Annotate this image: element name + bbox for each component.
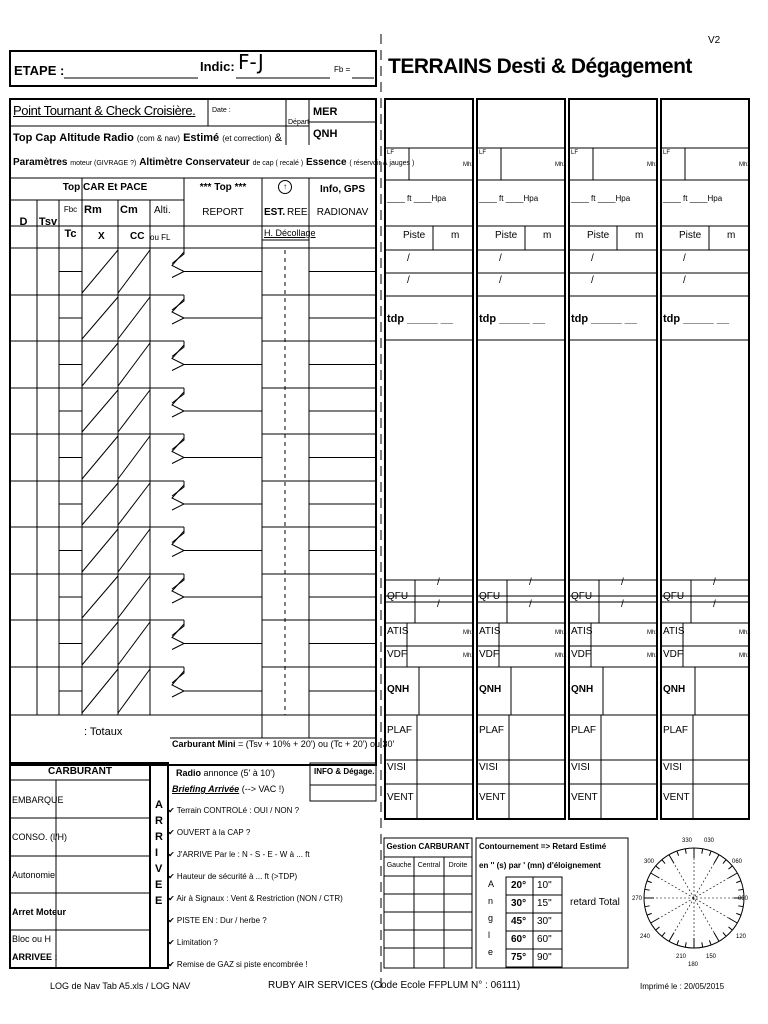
- terrain-4-qnh: QNH: [663, 684, 686, 695]
- radio-annonce: Radio annonce (5' à 10'): [176, 768, 276, 778]
- col-d: D: [19, 216, 28, 228]
- retard-value: 10": [537, 880, 552, 891]
- col-cm: Cm: [120, 204, 138, 216]
- contournement-line2: en '' (s) par ' (mn) d'éloignement: [479, 861, 601, 870]
- compass-label: 030: [704, 838, 715, 844]
- carburant-title: CARBURANT: [48, 766, 112, 777]
- arrivee-check-item: ✔ Hauteur de sécurité à ... ft (>TDP): [168, 872, 298, 881]
- terrain-4-qfu: QFU: [663, 591, 685, 602]
- arrivee-vertical-letter: E: [155, 895, 163, 907]
- terrain-4-ft-hpa: ____ ft ____Hpa: [663, 194, 723, 203]
- retard-total-label: retard Total: [570, 897, 620, 908]
- terrain-4-visi: VISI: [663, 762, 682, 773]
- terrain-4-tdp: tdp _____ __: [663, 313, 730, 325]
- terrain-2-atis: ATIS: [479, 626, 501, 637]
- retard-value: 15": [537, 898, 552, 909]
- totaux-label: : Totaux: [84, 726, 123, 738]
- compass-label: 270: [632, 896, 643, 902]
- terrain-3-lf: LF: [571, 150, 579, 156]
- terrain-1-piste: Piste: [403, 230, 426, 241]
- mer-label: MER: [313, 106, 338, 118]
- terrain-3-piste-m: m: [635, 230, 644, 241]
- col-tc: Tc: [64, 228, 77, 240]
- gestion-col-central: Central: [417, 862, 441, 869]
- arrivee-check-item: ✔ Remise de GAZ si piste encombrée !: [168, 960, 308, 969]
- col-ree: REE.: [287, 207, 311, 218]
- terrain-1-lf: LF: [387, 150, 395, 156]
- version-label: V2: [708, 35, 721, 46]
- col-top-stars: *** Top ***: [199, 182, 247, 193]
- arrivee-check-item: ✔ Terrain CONTROLé : OUI / NON ?: [168, 806, 300, 815]
- briefing-arrivee: Briefing Arrivée (--> VAC !): [172, 784, 285, 794]
- radionav-header: RADIONAV: [316, 207, 369, 218]
- terrain-1-atis-mhz: Mhz: [463, 630, 475, 636]
- depart-label: Départ: [288, 119, 310, 126]
- h-decollage-label: H. Décollage: [264, 228, 316, 238]
- terrain-2-tdp: tdp _____ __: [479, 313, 546, 325]
- terrain-4-vdf: VDF: [663, 649, 683, 660]
- gestion-title: Gestion CARBURANT: [386, 842, 470, 851]
- compass-label: 330: [682, 838, 693, 844]
- terrain-3-tdp: tdp _____ __: [571, 313, 638, 325]
- terrain-4-piste-m: m: [727, 230, 736, 241]
- terrain-2-qnh: QNH: [479, 684, 502, 695]
- terrain-4-mhz: Mhz: [739, 162, 751, 168]
- fb-label: Fb =: [334, 65, 351, 74]
- qnh-label-left: QNH: [313, 128, 338, 140]
- point-tournant-title: Point Tournant & Check Croisière.: [13, 103, 196, 118]
- terrain-3-visi: VISI: [571, 762, 590, 773]
- terrain-4-atis-mhz: Mhz: [739, 630, 751, 636]
- etape-field[interactable]: [64, 58, 198, 80]
- terrain-2-qfu-slash-1: /: [529, 577, 532, 588]
- terrain-1-vdf-mhz: Mhz: [463, 653, 475, 659]
- col-tsv: Tsv: [38, 216, 58, 228]
- terrain-3-atis: ATIS: [571, 626, 593, 637]
- terrain-3-slash-2: /: [591, 275, 594, 286]
- arrivee-check-item: ✔ J'ARRIVE Par le : N - S - E - W à ... ft: [168, 850, 310, 859]
- terrains-title: TERRAINS Desti & Dégagement: [388, 55, 692, 78]
- terrain-1-atis: ATIS: [387, 626, 409, 637]
- compass-label: 240: [640, 934, 651, 940]
- terrain-4-qfu-slash-1: /: [713, 577, 716, 588]
- arrivee-vertical-letter: R: [155, 815, 163, 827]
- col-cc: CC: [130, 231, 145, 242]
- carb-row-autonomie: Autonomie: [12, 870, 56, 880]
- arrivee-vertical-letter: E: [155, 879, 163, 891]
- terrain-1-vdf: VDF: [387, 649, 407, 660]
- etape-label: ETAPE :: [14, 63, 65, 78]
- terrain-1-ft-hpa: ____ ft ____Hpa: [387, 194, 447, 203]
- terrain-3-vent: VENT: [571, 792, 598, 803]
- check-line-1: Top Cap Altitude Radio (com & nav) Estimé (et correction) &: [13, 132, 282, 144]
- terrain-1-qfu-slash-1: /: [437, 577, 440, 588]
- arrivee-check-item: ✔ Air à Signaux : Vent & Restriction (NON / CTR): [168, 894, 343, 903]
- arrivee-vertical-letter: A: [155, 799, 163, 811]
- terrain-2-piste: Piste: [495, 230, 518, 241]
- terrain-3-qfu-slash-2: /: [621, 599, 624, 610]
- col-report: REPORT: [202, 207, 244, 218]
- compass-label: 180: [688, 962, 699, 968]
- terrain-2-vent: VENT: [479, 792, 506, 803]
- terrain-1-vent: VENT: [387, 792, 414, 803]
- terrain-4-slash-1: /: [683, 253, 686, 264]
- arrivee-vertical-letter: V: [155, 863, 163, 875]
- date-label: Date :: [212, 107, 231, 114]
- terrain-1-qfu-slash-2: /: [437, 599, 440, 610]
- terrain-2-mhz: Mhz: [555, 162, 567, 168]
- terrain-2-qfu-slash-2: /: [529, 599, 532, 610]
- retard-value: 30": [537, 916, 552, 927]
- terrain-1-slash-2: /: [407, 275, 410, 286]
- contournement-line1: Contournement => Retard Estimé: [479, 842, 607, 851]
- carb-row-bloc: Bloc ou H: [12, 934, 52, 944]
- angle-value: 30°: [511, 898, 527, 909]
- clock-icon: ↑: [278, 180, 292, 194]
- carb-row-arrivee: ARRIVEE :: [12, 952, 58, 962]
- terrain-3-slash-1: /: [591, 253, 594, 264]
- terrain-4-vent: VENT: [663, 792, 690, 803]
- col-x: X: [98, 231, 105, 242]
- compass-label: 210: [676, 954, 687, 960]
- angle-value: 75°: [511, 952, 527, 963]
- terrain-1-slash-1: /: [407, 253, 410, 264]
- indic-label: Indic:: [200, 59, 235, 74]
- terrain-4-piste: Piste: [679, 230, 702, 241]
- terrain-3-qfu-slash-1: /: [621, 577, 624, 588]
- arrivee-vertical-letter: I: [155, 847, 159, 859]
- terrain-3-mhz: Mhz: [647, 162, 659, 168]
- carb-row-embarque: EMBARQUE: [12, 795, 64, 805]
- arrivee-check-item: ✔ PISTE EN : Dur / herbe ?: [168, 916, 267, 925]
- top-car-pace-header: Top CAR Et PACE: [62, 182, 148, 193]
- indic-value[interactable]: F-J: [238, 50, 264, 74]
- retard-value: 60": [537, 934, 552, 945]
- terrain-4-atis: ATIS: [663, 626, 685, 637]
- footer-left: LOG de Nav Tab A5.xls / LOG NAV: [50, 981, 191, 991]
- compass-label: 060: [732, 859, 743, 865]
- terrain-2-visi: VISI: [479, 762, 498, 773]
- footer-right: Imprimé le : 20/05/2015: [640, 982, 725, 991]
- terrain-1-tdp: tdp _____ __: [387, 313, 454, 325]
- terrain-4-plaf: PLAF: [663, 725, 689, 736]
- terrain-2-piste-m: m: [543, 230, 552, 241]
- terrain-4-lf: LF: [663, 150, 671, 156]
- arrivee-vertical-letter: R: [155, 831, 163, 843]
- log-table-frame: [10, 99, 376, 765]
- terrain-1-qnh: QNH: [387, 684, 410, 695]
- terrain-3-qfu: QFU: [571, 591, 593, 602]
- carb-row-arret-moteur: Arret Moteur: [12, 907, 67, 917]
- terrain-2-ft-hpa: ____ ft ____Hpa: [479, 194, 539, 203]
- col-ou-fl: ou FL: [150, 233, 171, 242]
- terrain-2-slash-2: /: [499, 275, 502, 286]
- info-degage-label: INFO & Dégage.: [314, 767, 375, 776]
- col-rm: Rm: [84, 204, 102, 216]
- angle-letter: g: [488, 913, 494, 923]
- compass-label: 090: [738, 896, 749, 902]
- terrain-1-mhz: Mhz: [463, 162, 475, 168]
- terrain-4-slash-2: /: [683, 275, 686, 286]
- arrivee-check-item: ✔ Limitation ?: [168, 938, 218, 947]
- terrain-3-atis-mhz: Mhz: [647, 630, 659, 636]
- carburant-mini-line: Carburant Mini = (Tsv + 10% + 20') ou (Tc + 20') ou 30': [172, 739, 395, 749]
- angle-value: 20°: [511, 880, 527, 891]
- terrain-2-atis-mhz: Mhz: [555, 630, 567, 636]
- terrain-2-slash-1: /: [499, 253, 502, 264]
- terrain-3-piste: Piste: [587, 230, 610, 241]
- angle-value: 45°: [511, 916, 527, 927]
- terrain-2-qfu: QFU: [479, 591, 501, 602]
- footer-center: RUBY AIR SERVICES (Code Ecole FFPLUM N° : 06111): [268, 980, 521, 991]
- compass-label: 120: [736, 934, 747, 940]
- angle-value: 60°: [511, 934, 527, 945]
- terrain-3-qnh: QNH: [571, 684, 594, 695]
- retard-value: 90": [537, 952, 552, 963]
- terrain-4-vdf-mhz: Mhz: [739, 653, 751, 659]
- angle-letter: n: [488, 896, 494, 906]
- check-line-2: Paramètres moteur (GIVRAGE ?) Altimètre Conservateur de cap ( recalé ) Essence ( réservoir & jauges ): [13, 157, 415, 168]
- compass-label: 150: [706, 954, 717, 960]
- terrain-2-plaf: PLAF: [479, 725, 505, 736]
- angle-letter: l: [488, 930, 490, 940]
- gestion-col-gauche: Gauche: [386, 862, 412, 869]
- angle-letter: e: [488, 947, 494, 957]
- terrain-3-vdf-mhz: Mhz: [647, 653, 659, 659]
- terrain-3-vdf: VDF: [571, 649, 591, 660]
- terrain-3-ft-hpa: ____ ft ____Hpa: [571, 194, 631, 203]
- terrain-1-qfu: QFU: [387, 591, 409, 602]
- terrain-1-plaf: PLAF: [387, 725, 413, 736]
- info-gps-header: Info, GPS: [320, 184, 365, 195]
- carb-row-conso: CONSO. (l/H): [12, 832, 67, 842]
- terrain-1-visi: VISI: [387, 762, 406, 773]
- col-fbc: Fbc: [63, 205, 78, 214]
- gestion-col-droite: Droite: [448, 862, 468, 869]
- compass-label: 300: [644, 859, 655, 865]
- arrivee-check-item: ✔ OUVERT à la CAP ?: [168, 828, 251, 837]
- col-alti: Alti.: [154, 205, 171, 216]
- angle-letter: A: [488, 879, 495, 889]
- terrain-4-qfu-slash-2: /: [713, 599, 716, 610]
- terrain-2-vdf-mhz: Mhz: [555, 653, 567, 659]
- terrain-2-lf: LF: [479, 150, 487, 156]
- terrain-1-piste-m: m: [451, 230, 460, 241]
- terrain-2-vdf: VDF: [479, 649, 499, 660]
- col-est: EST.: [264, 207, 286, 218]
- terrain-3-plaf: PLAF: [571, 725, 597, 736]
